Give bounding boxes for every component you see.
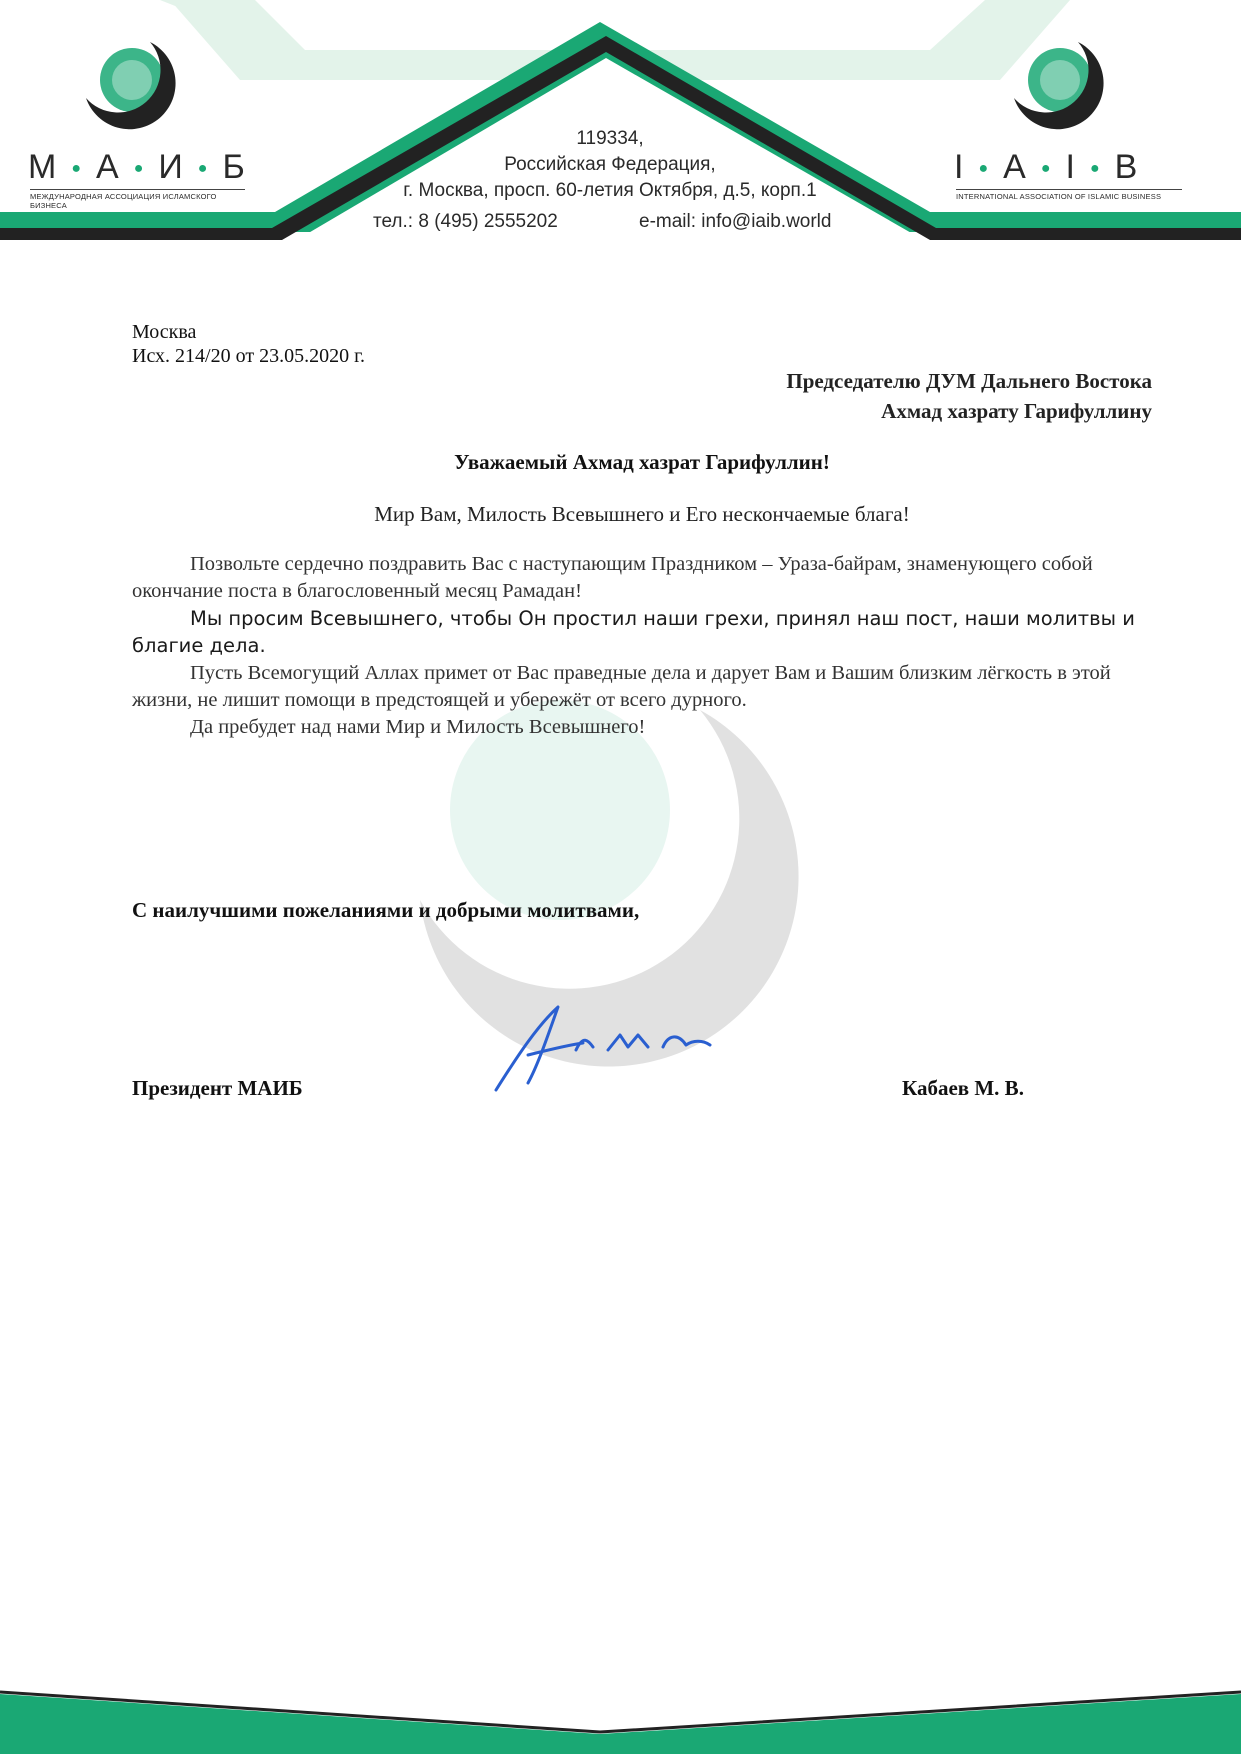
address-postal: 119334, <box>576 128 644 149</box>
paragraph-2: Мы просим Всевышнего, чтобы Он простил наши грехи, принял наш пост, наши молитвы и благие дела. <box>132 607 1135 657</box>
iaib-logo-letters: I ● A ● I ● B <box>954 148 1139 186</box>
paragraph-1: Позвольте сердечно поздравить Вас с наступающим Праздником – Ураза-байрам, знаменующего собой окончание поста в благословенный месяц Рамадан! <box>132 553 1093 602</box>
recipient-line-2: Ахмад хазрату Гарифуллину <box>881 399 1152 423</box>
paragraph-3: Пусть Всемогущий Аллах примет от Вас праведные дела и дарует Вам и Вашим близким лёгкость в этой жизни, не лишит помощи в предстоящей и убережёт от всего дурного. <box>132 662 1111 711</box>
handwritten-signature <box>488 995 748 1095</box>
email-address: e-mail: info@iaib.world <box>639 211 832 232</box>
greeting: Мир Вам, Милость Всевышнего и Его нескончаемые блага! <box>374 502 910 526</box>
iaib-logo-subtitle: INTERNATIONAL ASSOCIATION OF ISLAMIC BUSINESS <box>956 189 1182 201</box>
address-country: Российская Федерация, <box>504 154 716 175</box>
maib-logo-subtitle: МЕЖДУНАРОДНАЯ АССОЦИАЦИЯ ИСЛАМСКОГО БИЗНЕСА <box>30 189 245 210</box>
signer-title: Президент МАИБ <box>132 1076 303 1100</box>
salutation: Уважаемый Ахмад хазрат Гарифуллин! <box>454 450 830 474</box>
signer-name: Кабаев М. В. <box>902 1076 1024 1100</box>
reference-number: Исх. 214/20 от 23.05.2020 г. <box>132 345 366 367</box>
address-street: г. Москва, просп. 60-летия Октября, д.5, корп.1 <box>403 180 817 201</box>
maib-logo-letters: М ● А ● И ● Б <box>28 148 246 186</box>
paragraph-4: Да пребудет над нами Мир и Милость Всевышнего! <box>190 716 646 738</box>
maib-ornament-logo <box>80 36 190 136</box>
iaib-ornament-logo <box>1008 36 1118 136</box>
footer-band <box>0 1680 1241 1754</box>
recipient-line-1: Председателю ДУМ Дальнего Востока <box>786 369 1152 393</box>
closing: С наилучшими пожеланиями и добрыми молитвами, <box>132 898 640 922</box>
phone-number: тел.: 8 (495) 2555202 <box>373 211 558 232</box>
city: Москва <box>132 321 197 343</box>
